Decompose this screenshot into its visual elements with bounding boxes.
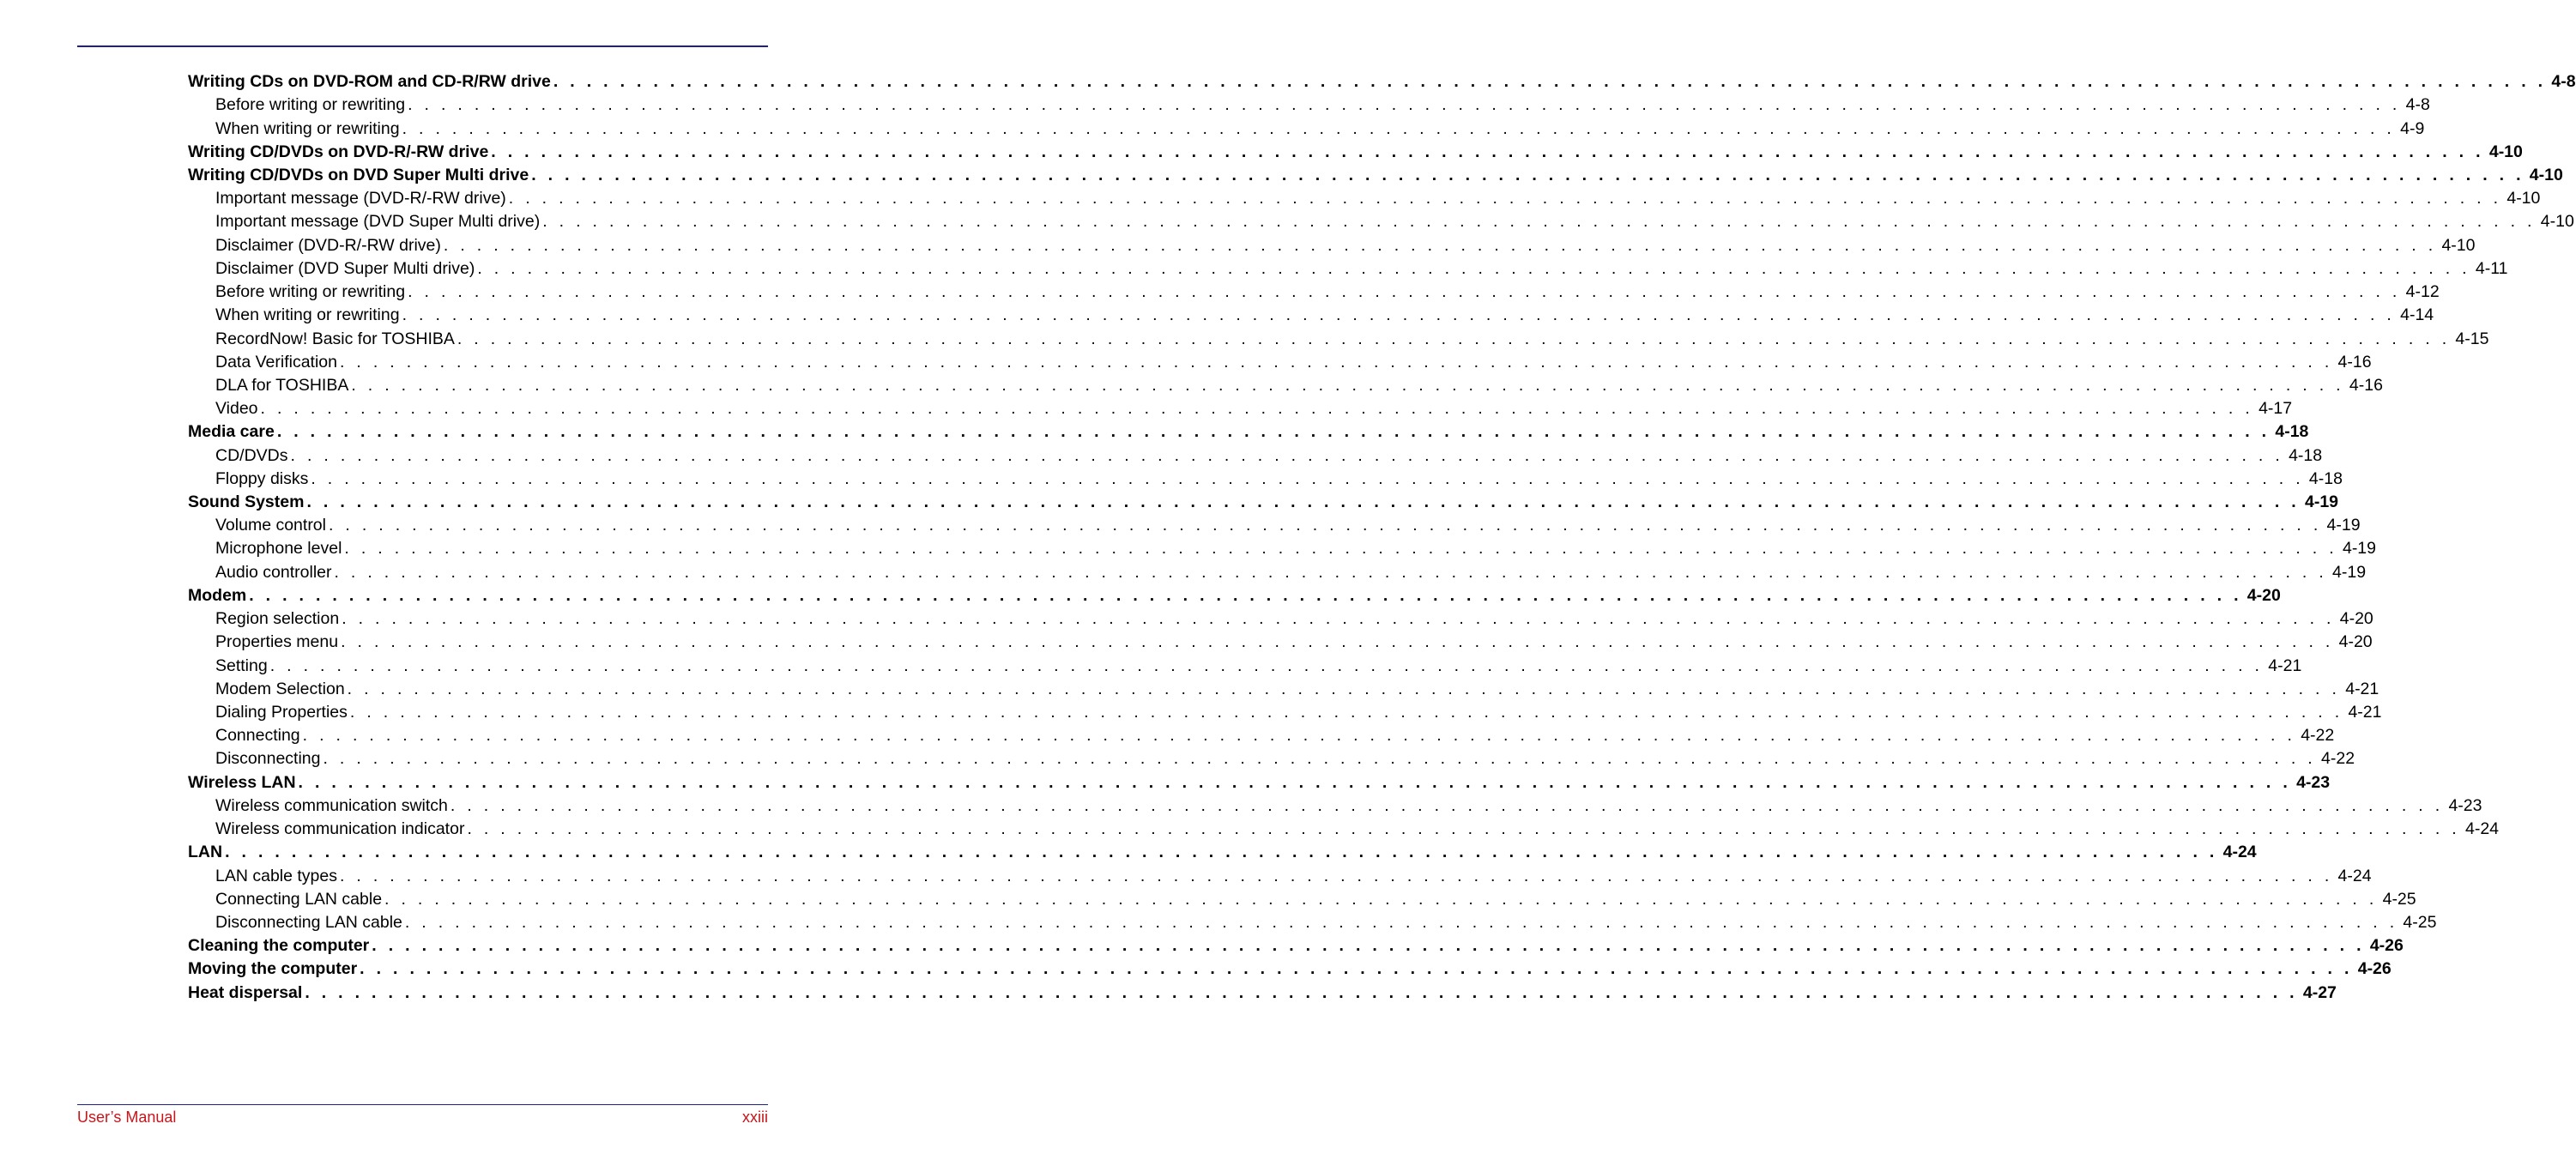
toc-subsection-entry[interactable] xyxy=(188,374,2383,397)
toc-dot-leader: . . . . . . . . . . . . . . . . . . . . . . . . . . . . . . . . . . . . . . . . . . . . . . . . . . . . . . . . . . . . . . . . . . . . . . . . . . . . . . . . . . . . . . . . . . . . . . . . . . . . . . . . . . . . . . . . . . . . . . . . xyxy=(351,375,2344,395)
toc-dot-leader: . . . . . . . . . . . . . . . . . . . . . . . . . . . . . . . . . . . . . . . . . . . . . . . . . . . . . . . . . . . . . . . . . . . . . . . . . . . . . . . . . . . . . . . . . . . . . . . . . . . . . . . . . . . . . . . . . . . . . . . . xyxy=(329,516,2322,535)
toc-dot-leader: . . . . . . . . . . . . . . . . . . . . . . . . . . . . . . . . . . . . . . . . . . . . . . . . . . . . . . . . . . . . . . . . . . . . . . . . . . . . . . . . . . . . . . . . . . . . . . . . . . . . . . . . . . . . . . . . . . . . . . . . xyxy=(305,982,2298,1002)
toc-entry-page: 4-18 xyxy=(2289,445,2323,465)
toc-entry-page: 4-24 xyxy=(2464,819,2500,839)
toc-dot-leader: . . . . . . . . . . . . . . . . . . . . . . . . . . . . . . . . . . . . . . . . . . . . . . . . . . . . . . . . . . . . . . . . . . . . . . . . . . . . . . . . . . . . . . . . . . . . . . . . . . . . . . . . . . . . . . . . . . . . . . . . xyxy=(342,609,2335,629)
toc-entry-page: 4-23 xyxy=(2448,795,2482,815)
toc-entry-page: 4-8 xyxy=(2405,95,2430,115)
toc-dot-leader: . . . . . . . . . . . . . . . . . . . . . . . . . . . . . . . . . . . . . . . . . . . . . . . . . . . . . . . . . . . . . . . . . . . . . . . . . . . . . . . . . . . . . . . . . . . . . . . . . . . . . . . . . . . . . . . . . . . . . . . . xyxy=(311,468,2304,488)
toc-dot-leader: . . . . . . . . . . . . . . . . . . . . . . . . . . . . . . . . . . . . . . . . . . . . . . . . . . . . . . . . . . . . . . . . . . . . . . . . . . . . . . . . . . . . . . . . . . . . . . . . . . . . . . . . . . . . . . . . . . . . . . . . xyxy=(404,912,2398,932)
toc-section-entry[interactable] xyxy=(188,491,2339,514)
toc-subsection-entry[interactable] xyxy=(188,117,2425,140)
toc-entry-title: LAN xyxy=(188,843,223,862)
toc-entry-page: 4-9 xyxy=(2400,118,2425,138)
toc-entry-title: Important message (DVD-R/-RW drive) xyxy=(215,189,506,208)
toc-entry-page: 4-18 xyxy=(2275,422,2309,442)
toc-dot-leader: . . . . . . . . . . . . . . . . . . . . . . . . . . . . . . . . . . . . . . . . . . . . . . . . . . . . . . . . . . . . . . . . . . . . . . . . . . . . . . . . . . . . . . . . . . . . . . . . . . . . . . . . . . . . . . . . . . . . . . . . xyxy=(372,936,2365,956)
toc-subsection-entry[interactable] xyxy=(188,678,2379,701)
toc-entry-title: Important message (DVD Super Multi drive) xyxy=(215,212,541,232)
toc-dot-leader: . . . . . . . . . . . . . . . . . . . . . . . . . . . . . . . . . . . . . . . . . . . . . . . . . . . . . . . . . . . . . . . . . . . . . . . . . . . . . . . . . . . . . . . . . . . . . . . . . . . . . . . . . . . . . . . . . . . . . . . . xyxy=(306,492,2300,512)
toc-entry-title: Floppy disks xyxy=(215,468,309,488)
toc-entry-title: Connecting LAN cable xyxy=(215,889,383,909)
toc-subsection-entry[interactable] xyxy=(188,304,2434,327)
toc-entry-page: 4-21 xyxy=(2348,703,2382,722)
toc-entry-title: Before writing or rewriting xyxy=(215,95,406,115)
toc-dot-leader: . . . . . . . . . . . . . . . . . . . . . . . . . . . . . . . . . . . . . . . . . . . . . . . . . . . . . . . . . . . . . . . . . . . . . . . . . . . . . . . . . . . . . . . . . . . . . . . . . . . . . . . . . . . . . . . . . . . . . . . . xyxy=(491,142,2484,161)
toc-dot-leader: . . . . . . . . . . . . . . . . . . . . . . . . . . . . . . . . . . . . . . . . . . . . . . . . . . . . . . . . . . . . . . . . . . . . . . . . . . . . . . . . . . . . . . . . . . . . . . . . . . . . . . . . . . . . . . . . . . . . . . . . xyxy=(340,866,2333,885)
toc-entry-page: 4-10 xyxy=(2506,189,2541,208)
toc-subsection-entry[interactable] xyxy=(188,397,2293,420)
toc-entry-title: Moving the computer xyxy=(188,959,358,979)
toc-dot-leader: . . . . . . . . . . . . . . . . . . . . . . . . . . . . . . . . . . . . . . . . . . . . . . . . . . . . . . . . . . . . . . . . . . . . . . . . . . . . . . . . . . . . . . . . . . . . . . . . . . . . . . . . . . . . . . . . . . . . . . . . xyxy=(477,258,2470,278)
toc-dot-leader: . . . . . . . . . . . . . . . . . . . . . . . . . . . . . . . . . . . . . . . . . . . . . . . . . . . . . . . . . . . . . . . . . . . . . . . . . . . . . . . . . . . . . . . . . . . . . . . . . . . . . . . . . . . . . . . . . . . . . . . . xyxy=(408,282,2401,302)
toc-entry-title: DLA for TOSHIBA xyxy=(215,375,349,395)
toc-dot-leader: . . . . . . . . . . . . . . . . . . . . . . . . . . . . . . . . . . . . . . . . . . . . . . . . . . . . . . . . . . . . . . . . . . . . . . . . . . . . . . . . . . . . . . . . . . . . . . . . . . . . . . . . . . . . . . . . . . . . . . . . xyxy=(408,95,2401,115)
toc-entry-title: Microphone level xyxy=(215,539,342,559)
toc-subsection-entry[interactable] xyxy=(188,911,2437,934)
toc-dot-leader: . . . . . . . . . . . . . . . . . . . . . . . . . . . . . . . . . . . . . . . . . . . . . . . . . . . . . . . . . . . . . . . . . . . . . . . . . . . . . . . . . . . . . . . . . . . . . . . . . . . . . . . . . . . . . . . . . . . . . . . . xyxy=(360,959,2353,979)
toc-dot-leader: . . . . . . . . . . . . . . . . . . . . . . . . . . . . . . . . . . . . . . . . . . . . . . . . . . . . . . . . . . . . . . . . . . . . . . . . . . . . . . . . . . . . . . . . . . . . . . . . . . . . . . . . . . . . . . . . . . . . . . . . xyxy=(276,422,2271,442)
toc-section-entry[interactable] xyxy=(188,841,2257,864)
toc-entry-page: 4-8 xyxy=(2551,72,2576,92)
toc-dot-leader: . . . . . . . . . . . . . . . . . . . . . . . . . . . . . . . . . . . . . . . . . . . . . . . . . . . . . . . . . . . . . . . . . . . . . . . . . . . . . . . . . . . . . . . . . . . . . . . . . . . . . . . . . . . . . . . . . . . . . . . . xyxy=(249,585,2242,605)
toc-entry-title: Volume control xyxy=(215,516,326,535)
toc-subsection-entry[interactable] xyxy=(188,281,2440,304)
toc-dot-leader: . . . . . . . . . . . . . . . . . . . . . . . . . . . . . . . . . . . . . . . . . . . . . . . . . . . . . . . . . . . . . . . . . . . . . . . . . . . . . . . . . . . . . . . . . . . . . . . . . . . . . . . . . . . . . . . . . . . . . . . . xyxy=(347,679,2341,698)
toc-entry-title: Region selection xyxy=(215,609,340,629)
toc-entry-title: Data Verification xyxy=(215,352,337,372)
toc-entry-page: 4-10 xyxy=(2441,235,2476,255)
toc-subsection-entry[interactable] xyxy=(188,654,2302,677)
toc-subsection-entry[interactable] xyxy=(188,747,2355,770)
toc-dot-leader: . . . . . . . . . . . . . . . . . . . . . . . . . . . . . . . . . . . . . . . . . . . . . . . . . . . . . . . . . . . . . . . . . . . . . . . . . . . . . . . . . . . . . . . . . . . . . . . . . . . . . . . . . . . . . . . . . . . . . . . . xyxy=(402,118,2396,138)
toc-subsection-entry[interactable] xyxy=(188,537,2376,560)
toc-entry-page: 4-10 xyxy=(2529,165,2563,184)
toc-entry-page: 4-18 xyxy=(2308,468,2343,488)
toc-entry-page: 4-10 xyxy=(2488,142,2523,161)
toc-entry-page: 4-19 xyxy=(2305,492,2339,512)
toc-subsection-entry[interactable] xyxy=(188,444,2323,468)
toc-dot-leader: . . . . . . . . . . . . . . . . . . . . . . . . . . . . . . . . . . . . . . . . . . . . . . . . . . . . . . . . . . . . . . . . . . . . . . . . . . . . . . . . . . . . . . . . . . . . . . . . . . . . . . . . . . . . . . . . . . . . . . . . xyxy=(269,656,2264,675)
toc-entry-page: 4-10 xyxy=(2540,212,2574,232)
toc-dot-leader: . . . . . . . . . . . . . . . . . . . . . . . . . . . . . . . . . . . . . . . . . . . . . . . . . . . . . . . . . . . . . . . . . . . . . . . . . . . . . . . . . . . . . . . . . . . . . . . . . . . . . . . . . . . . . . . . . . . . . . . . xyxy=(531,165,2525,184)
toc-entry-title: Audio controller xyxy=(215,562,332,582)
toc-entry-title: Writing CD/DVDs on DVD Super Multi drive xyxy=(188,165,529,184)
toc-entry-page: 4-26 xyxy=(2357,959,2392,979)
toc-section-entry[interactable] xyxy=(188,584,2281,607)
toc-dot-leader: . . . . . . . . . . . . . . . . . . . . . . . . . . . . . . . . . . . . . . . . . . . . . . . . . . . . . . . . . . . . . . . . . . . . . . . . . . . . . . . . . . . . . . . . . . . . . . . . . . . . . . . . . . . . . . . . . . . . . . . . xyxy=(302,726,2296,746)
toc-subsection-entry[interactable] xyxy=(188,794,2482,818)
toc-entry-page: 4-19 xyxy=(2326,516,2361,535)
toc-section-entry[interactable] xyxy=(188,958,2392,981)
toc-entry-page: 4-22 xyxy=(2321,749,2355,769)
toc-dot-leader: . . . . . . . . . . . . . . . . . . . . . . . . . . . . . . . . . . . . . . . . . . . . . . . . . . . . . . . . . . . . . . . . . . . . . . . . . . . . . . . . . . . . . . . . . . . . . . . . . . . . . . . . . . . . . . . . . . . . . . . . xyxy=(260,399,2254,419)
toc-subsection-entry[interactable] xyxy=(188,888,2416,911)
toc-subsection-entry[interactable] xyxy=(188,257,2508,281)
toc-subsection-entry[interactable] xyxy=(188,864,2372,887)
toc-entry-page: 4-27 xyxy=(2302,982,2337,1002)
toc-subsection-entry[interactable] xyxy=(188,327,2489,350)
toc-entry-title: Disconnecting xyxy=(215,749,321,769)
toc-entry-title: CD/DVDs xyxy=(215,445,288,465)
toc-dot-leader: . . . . . . . . . . . . . . . . . . . . . . . . . . . . . . . . . . . . . . . . . . . . . . . . . . . . . . . . . . . . . . . . . . . . . . . . . . . . . . . . . . . . . . . . . . . . . . . . . . . . . . . . . . . . . . . . . . . . . . . . xyxy=(508,189,2502,208)
toc-entry-title: Modem Selection xyxy=(215,679,345,698)
footer-page-number: xxiii xyxy=(742,1109,768,1126)
toc-entry-page: 4-20 xyxy=(2339,609,2373,629)
toc-entry-page: 4-19 xyxy=(2342,539,2376,559)
toc-entry-title: When writing or rewriting xyxy=(215,118,400,138)
toc-subsection-entry[interactable] xyxy=(188,607,2373,631)
toc-entry-page: 4-26 xyxy=(2369,936,2404,956)
toc-subsection-entry[interactable] xyxy=(188,724,2335,747)
toc-subsection-entry[interactable] xyxy=(188,561,2367,584)
toc-entry-page: 4-25 xyxy=(2382,889,2416,909)
toc-dot-leader: . . . . . . . . . . . . . . . . . . . . . . . . . . . . . . . . . . . . . . . . . . . . . . . . . . . . . . . . . . . . . . . . . . . . . . . . . . . . . . . . . . . . . . . . . . . . . . . . . . . . . . . . . . . . . . . . . . . . . . . . xyxy=(384,889,2378,909)
toc-section-entry[interactable] xyxy=(188,141,2523,164)
toc-subsection-entry[interactable] xyxy=(188,234,2476,257)
toc-subsection-entry[interactable] xyxy=(188,468,2343,491)
toc-dot-leader: . . . . . . . . . . . . . . . . . . . . . . . . . . . . . . . . . . . . . . . . . . . . . . . . . . . . . . . . . . . . . . . . . . . . . . . . . . . . . . . . . . . . . . . . . . . . . . . . . . . . . . . . . . . . . . . . . . . . . . . . xyxy=(349,703,2343,722)
toc-entry-page: 4-25 xyxy=(2403,912,2437,932)
toc-entry-title: Video xyxy=(215,399,258,419)
toc-dot-leader: . . . . . . . . . . . . . . . . . . . . . . . . . . . . . . . . . . . . . . . . . . . . . . . . . . . . . . . . . . . . . . . . . . . . . . . . . . . . . . . . . . . . . . . . . . . . . . . . . . . . . . . . . . . . . . . . . . . . . . . . xyxy=(402,305,2396,325)
toc-dot-leader: . . . . . . . . . . . . . . . . . . . . . . . . . . . . . . . . . . . . . . . . . . . . . . . . . . . . . . . . . . . . . . . . . . . . . . . . . . . . . . . . . . . . . . . . . . . . . . . . . . . . . . . . . . . . . . . . . . . . . . . . xyxy=(340,352,2333,372)
toc-dot-leader: . . . . . . . . . . . . . . . . . . . . . . . . . . . . . . . . . . . . . . . . . . . . . . . . . . . . . . . . . . . . . . . . . . . . . . . . . . . . . . . . . . . . . . . . . . . . . . . . . . . . . . . . . . . . . . . . . . . . . . . . xyxy=(553,72,2547,92)
toc-dot-leader: . . . . . . . . . . . . . . . . . . . . . . . . . . . . . . . . . . . . . . . . . . . . . . . . . . . . . . . . . . . . . . . . . . . . . . . . . . . . . . . . . . . . . . . . . . . . . . . . . . . . . . . . . . . . . . . . . . . . . . . . xyxy=(443,235,2437,255)
table-of-contents xyxy=(188,70,2576,1005)
toc-section-entry[interactable] xyxy=(188,164,2563,187)
toc-entry-title: Writing CD/DVDs on DVD-R/-RW drive xyxy=(188,142,489,161)
toc-dot-leader: . . . . . . . . . . . . . . . . . . . . . . . . . . . . . . . . . . . . . . . . . . . . . . . . . . . . . . . . . . . . . . . . . . . . . . . . . . . . . . . . . . . . . . . . . . . . . . . . . . . . . . . . . . . . . . . . . . . . . . . . xyxy=(467,819,2460,839)
toc-entry-page: 4-20 xyxy=(2246,585,2281,605)
toc-subsection-entry[interactable] xyxy=(188,701,2382,724)
toc-entry-title: Disconnecting LAN cable xyxy=(215,912,402,932)
toc-entry-title: Dialing Properties xyxy=(215,703,348,722)
toc-entry-title: LAN cable types xyxy=(215,866,337,885)
toc-entry-page: 4-11 xyxy=(2475,258,2508,278)
toc-entry-title: RecordNow! Basic for TOSHIBA xyxy=(215,329,455,348)
toc-entry-page: 4-22 xyxy=(2301,726,2335,746)
toc-entry-title: Cleaning the computer xyxy=(188,936,370,956)
toc-dot-leader: . . . . . . . . . . . . . . . . . . . . . . . . . . . . . . . . . . . . . . . . . . . . . . . . . . . . . . . . . . . . . . . . . . . . . . . . . . . . . . . . . . . . . . . . . . . . . . . . . . . . . . . . . . . . . . . . . . . . . . . . xyxy=(542,212,2536,232)
toc-entry-title: Modem xyxy=(188,585,247,605)
toc-dot-leader: . . . . . . . . . . . . . . . . . . . . . . . . . . . . . . . . . . . . . . . . . . . . . . . . . . . . . . . . . . . . . . . . . . . . . . . . . . . . . . . . . . . . . . . . . . . . . . . . . . . . . . . . . . . . . . . . . . . . . . . . xyxy=(344,539,2337,559)
toc-entry-title: Heat dispersal xyxy=(188,982,303,1002)
toc-entry-title: Media care xyxy=(188,422,275,442)
toc-entry-title: Wireless communication indicator xyxy=(215,819,465,839)
toc-entry-page: 4-15 xyxy=(2455,329,2489,348)
toc-section-entry[interactable] xyxy=(188,70,2576,94)
toc-entry-title: Before writing or rewriting xyxy=(215,282,406,302)
toc-entry-title: Setting xyxy=(215,656,268,675)
toc-subsection-entry[interactable] xyxy=(188,818,2500,841)
toc-entry-title: Writing CDs on DVD-ROM and CD-R/RW drive xyxy=(188,72,551,92)
header-rule xyxy=(77,45,768,47)
toc-dot-leader: . . . . . . . . . . . . . . . . . . . . . . . . . . . . . . . . . . . . . . . . . . . . . . . . . . . . . . . . . . . . . . . . . . . . . . . . . . . . . . . . . . . . . . . . . . . . . . . . . . . . . . . . . . . . . . . . . . . . . . . . xyxy=(290,445,2284,465)
toc-entry-title: Disclaimer (DVD Super Multi drive) xyxy=(215,258,475,278)
toc-dot-leader: . . . . . . . . . . . . . . . . . . . . . . . . . . . . . . . . . . . . . . . . . . . . . . . . . . . . . . . . . . . . . . . . . . . . . . . . . . . . . . . . . . . . . . . . . . . . . . . . . . . . . . . . . . . . . . . . . . . . . . . . xyxy=(341,632,2334,652)
toc-entry-title: Wireless LAN xyxy=(188,772,296,792)
toc-subsection-entry[interactable] xyxy=(188,631,2373,654)
toc-entry-page: 4-19 xyxy=(2332,562,2367,582)
toc-entry-title: Disclaimer (DVD-R/-RW drive) xyxy=(215,235,441,255)
toc-entry-title: Properties menu xyxy=(215,632,339,652)
toc-subsection-entry[interactable] xyxy=(188,351,2372,374)
toc-entry-page: 4-24 xyxy=(2337,866,2372,885)
toc-dot-leader: . . . . . . . . . . . . . . . . . . . . . . . . . . . . . . . . . . . . . . . . . . . . . . . . . . . . . . . . . . . . . . . . . . . . . . . . . . . . . . . . . . . . . . . . . . . . . . . . . . . . . . . . . . . . . . . . . . . . . . . . xyxy=(457,329,2451,348)
toc-section-entry[interactable] xyxy=(188,934,2404,958)
toc-section-entry[interactable] xyxy=(188,982,2337,1005)
toc-entry-title: Connecting xyxy=(215,726,300,746)
toc-section-entry[interactable] xyxy=(188,771,2331,794)
footer-rule xyxy=(77,1104,768,1105)
toc-entry-page: 4-16 xyxy=(2349,375,2383,395)
toc-dot-leader: . . . . . . . . . . . . . . . . . . . . . . . . . . . . . . . . . . . . . . . . . . . . . . . . . . . . . . . . . . . . . . . . . . . . . . . . . . . . . . . . . . . . . . . . . . . . . . . . . . . . . . . . . . . . . . . . . . . . . . . . xyxy=(334,562,2328,582)
toc-entry-page: 4-17 xyxy=(2259,399,2293,419)
toc-subsection-entry[interactable] xyxy=(188,514,2361,537)
toc-subsection-entry[interactable] xyxy=(188,210,2574,233)
toc-entry-title: When writing or rewriting xyxy=(215,305,400,325)
toc-entry-page: 4-24 xyxy=(2222,843,2257,862)
toc-section-entry[interactable] xyxy=(188,420,2309,444)
toc-entry-page: 4-21 xyxy=(2345,679,2379,698)
toc-entry-title: Wireless communication switch xyxy=(215,795,448,815)
toc-dot-leader: . . . . . . . . . . . . . . . . . . . . . . . . . . . . . . . . . . . . . . . . . . . . . . . . . . . . . . . . . . . . . . . . . . . . . . . . . . . . . . . . . . . . . . . . . . . . . . . . . . . . . . . . . . . . . . . . . . . . . . . . xyxy=(298,772,2292,792)
toc-subsection-entry[interactable] xyxy=(188,94,2430,117)
toc-entry-page: 4-12 xyxy=(2405,282,2440,302)
toc-subsection-entry[interactable] xyxy=(188,187,2541,210)
toc-dot-leader: . . . . . . . . . . . . . . . . . . . . . . . . . . . . . . . . . . . . . . . . . . . . . . . . . . . . . . . . . . . . . . . . . . . . . . . . . . . . . . . . . . . . . . . . . . . . . . . . . . . . . . . . . . . . . . . . . . . . . . . . xyxy=(323,749,2317,769)
toc-entry-page: 4-16 xyxy=(2337,352,2372,372)
toc-dot-leader: . . . . . . . . . . . . . . . . . . . . . . . . . . . . . . . . . . . . . . . . . . . . . . . . . . . . . . . . . . . . . . . . . . . . . . . . . . . . . . . . . . . . . . . . . . . . . . . . . . . . . . . . . . . . . . . . . . . . . . . . xyxy=(450,795,2444,815)
toc-entry-page: 4-21 xyxy=(2268,656,2302,675)
toc-dot-leader: . . . . . . . . . . . . . . . . . . . . . . . . . . . . . . . . . . . . . . . . . . . . . . . . . . . . . . . . . . . . . . . . . . . . . . . . . . . . . . . . . . . . . . . . . . . . . . . . . . . . . . . . . . . . . . . . . . . . . . . . xyxy=(225,843,2218,862)
toc-entry-page: 4-23 xyxy=(2296,772,2331,792)
toc-entry-title: Sound System xyxy=(188,492,305,512)
toc-entry-page: 4-20 xyxy=(2338,632,2373,652)
footer-manual-title: User’s Manual xyxy=(77,1109,177,1126)
toc-entry-page: 4-14 xyxy=(2400,305,2434,325)
